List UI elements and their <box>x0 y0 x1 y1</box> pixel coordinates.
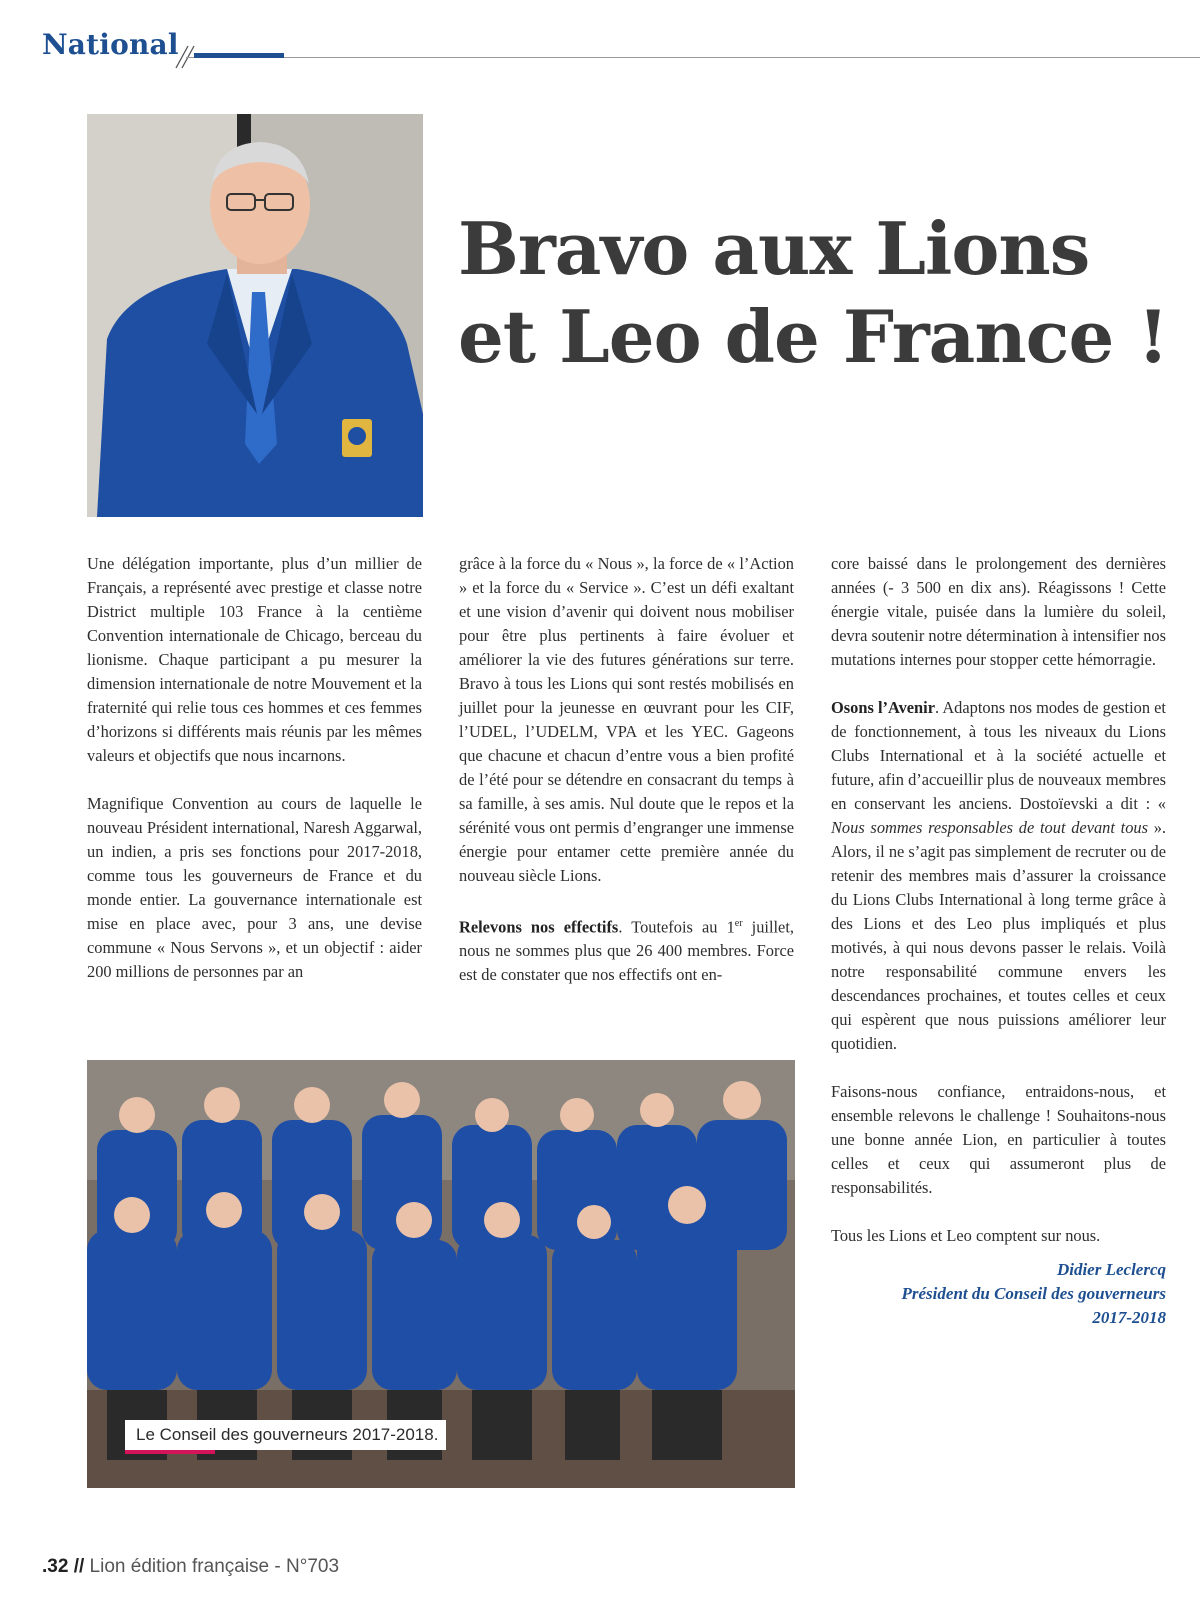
column-3-text-continued: ». Alors, il ne s’agit pas simplement de recruter ou de retenir des membres mais d’assurer la croissance du Lions Clubs International à long terme grâce à des Lions et des Leo plus impliqués et plus motivés, à qui nous devons passer le relais. Voilà notre responsabilité commune envers les descendances prochaines, et toutes celles et ceux qui espèrent que nous puissions améliorer leur quotidien. <box>831 818 1167 1053</box>
superscript-er: er <box>734 918 743 929</box>
signature-title: Président du Conseil des gouverneurs <box>901 1284 1166 1303</box>
column-2-text-continued: juillet, nous ne sommes plus que 26 400 membres. Force est de constater que nos effectifs ont en- <box>459 917 794 985</box>
column-2-paragraph-2 <box>459 912 794 987</box>
headline <box>458 205 1178 381</box>
column-3 <box>831 552 1166 1330</box>
page-footer <box>42 1556 339 1578</box>
column-2-text: . Toutefois au 1 <box>618 917 735 937</box>
headline-line-2: et Leo de France ! <box>458 294 1168 379</box>
column-3-text: . Adaptons nos modes de gestion et de fonctionnement, à tous les niveaux du Lions Clubs International et à la société actuelle et future, afin d’accueillir plus de nouveaux membres en conservant les anciens. Dostoïevski a dit : « <box>831 698 1166 813</box>
column-1-paragraph-1: Une délégation importante, plus d’un millier de Français, a représenté avec prestige et classe notre District multiple 103 France à la centième Convention internationale de Chicago, berceau du lionisme. Chaque participant a pu mesurer la dimension internationale de notre Mouvement et la fraternité qui relie tous ces hommes et ces femmes d’horizons si différents mais réunis par les mêmes valeurs et objectifs que nous incarnons. <box>87 554 422 765</box>
column-2-paragraph-1: grâce à la force du « Nous », la force de « l’Action » et la force du « Service ». C’est un défi exaltant et une vision d’avenir qui doivent nous mobiliser pour être plus pertinents à faire évoluer et améliorer la vie des futures générations sur terre. Bravo à tous les Lions qui sont restés mobilisés en juillet pour la jeunesse en œuvrant pour les CIF, l’UDEL, l’UDELM, VPA et les YEC. Gageons que chacune et chacun d’entre vous a bien profité de l’été pour se détendre en consacrant du temps à sa famille, à ses amis. Nul doute que le repos et la sérénité vous ont permis d’engranger une immense énergie pour entamer cette première année du nouveau siècle Lions. <box>459 554 794 885</box>
headline-line-1: Bravo aux Lions <box>458 206 1090 291</box>
column-3-paragraph-3: Faisons-nous confiance, entraidons-nous, et ensemble relevons le challenge ! Souhaitons-nous une bonne année Lion, en particulier à toutes celles et ceux qui assumeront plus de responsabilités. <box>831 1082 1166 1197</box>
footer-separator: // <box>73 1556 85 1577</box>
header-accent-rule <box>194 53 284 58</box>
signature <box>831 1258 1166 1330</box>
column-1 <box>87 552 422 984</box>
portrait-photo <box>87 114 423 517</box>
column-3-paragraph-1: core baissé dans le prolongement des dernières années (- 3 500 en dix ans). Réagissons ! Cette énergie vitale, puisée dans la lumière du soleil, devra soutenir notre détermination à intensifier nos mutations internes pour stopper cette hémorragie. <box>831 554 1166 669</box>
section-label: National <box>42 28 179 61</box>
publication-name: Lion édition française - N°703 <box>89 1556 340 1577</box>
dostoievski-quote: Nous sommes responsables de tout devant tous <box>831 818 1148 837</box>
column-2 <box>459 552 794 987</box>
subheading-osons: Osons l’Avenir <box>831 698 935 717</box>
subheading-relevons: Relevons nos effectifs <box>459 917 619 937</box>
header-rule <box>186 57 1200 58</box>
signature-name: Didier Leclercq <box>1056 1260 1166 1279</box>
column-1-paragraph-2: Magnifique Convention au cours de laquelle le nouveau Président international, Naresh Aggarwal, un indien, a pris ses fonctions pour 2017-2018, comme tous les gouverneurs de France et du monde entier. La gouvernance internationale est mise en place avec, pour 3 ans, une devise commune « Nous Servons », et un objectif : aider 200 millions de personnes par an <box>87 794 422 981</box>
column-3-paragraph-2 <box>831 696 1166 1056</box>
signature-term: 2017-2018 <box>1092 1308 1166 1327</box>
page-number: .32 <box>42 1556 69 1577</box>
column-3-paragraph-4: Tous les Lions et Leo comptent sur nous. <box>831 1226 1101 1245</box>
caption-accent-bar <box>125 1450 215 1454</box>
photo-caption: Le Conseil des gouverneurs 2017-2018. <box>125 1420 446 1450</box>
